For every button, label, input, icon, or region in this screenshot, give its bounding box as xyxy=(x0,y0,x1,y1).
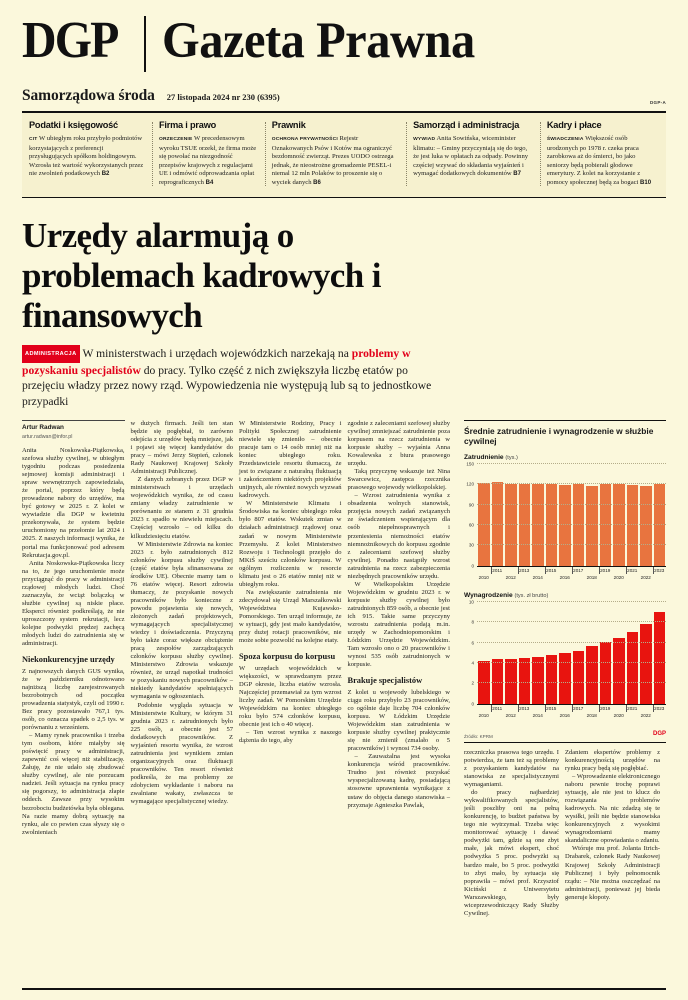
section-title: Samorządowa środa xyxy=(22,87,155,104)
chart-bar xyxy=(573,484,585,566)
paragraph: – Mamy rynek pracownika i trzeba tym osobom, które miałyby się poświęcić pracy w administracji, zapewnić coś więcej niż stabilizację. Żałuję, że nie udało się zbudować służby cywilnej, ale nie porzucam nadziei. Jeśli sytuacja na rynku pracy się pogorszy, to administracja złapie oddech. Zawsze przy wysokim bezrobociu budżetówka była oblegana. Na razie mamy dobrą sytuację na rynku, ale co pewien czas słyszy się o zwolnieniach xyxy=(22,732,125,836)
lede-text-1: W ministerstwach i urzędach wojewódzkich narzekają na xyxy=(82,346,352,360)
body-column-2 xyxy=(131,420,234,918)
paragraph: – Wprowadzenie elektronicznego naboru pewnie trochę poprawi sytuację, ale nie jest to klucz do rozwiązania problemów kadrowych. Na nic zdadzą się te wysiłki, jeśli nie będzie stanowiska konkurencyjnych z wysokimi wynagrodzeniami mamy skandaliczne opowiadania o zdaniu. xyxy=(565,773,660,845)
chart-tick-mark xyxy=(653,705,654,712)
chart-x-tick-label: 2013 xyxy=(519,567,530,573)
chart-x-tick-label: 2021 xyxy=(627,705,638,711)
body-column-3 xyxy=(239,420,342,918)
chart-tick-mark xyxy=(599,567,600,574)
chart-bar xyxy=(654,612,666,704)
chart-bar xyxy=(546,484,558,566)
paragraph: W Wielkopolskim Urzędzie Wojewódzkim w grudniu 2023 r. w korpusie służby cywilnej było zatrudnionych 859 osób, a obecnie jest ich 915. Takie same przyczyny wzrostu zatrudnienia podają m.in. urzędy w Zachodniopomorskim i Łódzkim Urzędzie Wojewódzkim. Tam wzrosło ono o 20 pracowników i wynosi 535 osób zatrudnionych w korpusie. xyxy=(347,580,450,669)
lower-right-columns xyxy=(464,743,666,918)
lede-paragraph xyxy=(22,336,446,409)
teaser-text: W precedensowym wyroku TSUE orzekł, że firma może się powołać na niezgodność przepisów krajowych z regulacjami UE i odmówić odprowadzania opłat reprograficznych xyxy=(158,135,257,186)
chart-tick-mark xyxy=(518,567,519,574)
chart-gridline xyxy=(477,483,666,484)
chart-y-tick-label: 120 xyxy=(466,481,474,487)
chart-bar xyxy=(627,632,639,704)
chart-y-tick-label: 30 xyxy=(468,542,474,548)
chart-x-tick-label: 2019 xyxy=(600,705,611,711)
chart-gridline xyxy=(477,621,666,622)
chart-bar xyxy=(613,484,625,566)
teaser-page: B4 xyxy=(205,179,214,186)
chart-tick-mark xyxy=(626,567,627,574)
chart-tick-mark xyxy=(653,567,654,574)
chart-gridline xyxy=(477,463,666,464)
chart-tick-mark xyxy=(545,567,546,574)
chart-x-tick-label: 2021 xyxy=(627,567,638,573)
chart-main-title: Średnie zatrudnienie i wynagrodzenie w służbie cywilnej xyxy=(464,420,666,447)
teaser-samorzad[interactable] xyxy=(406,120,540,188)
teaser-heading: Podatki i księgowość xyxy=(29,120,118,130)
chart-x-tick-label: 2015 xyxy=(546,567,557,573)
teaser-page: B10 xyxy=(640,179,652,186)
teaser-heading: Prawnik xyxy=(271,120,306,130)
teaser-page: B2 xyxy=(101,171,110,178)
chart-x-tick-label: 2016 xyxy=(559,574,570,580)
chart-y-tick-label: 60 xyxy=(468,522,474,528)
chart-employment xyxy=(464,454,666,584)
paragraph: w dużych firmach. Jeśli ten stan będzie się pogłębiał, to zarówno odejścia z urzędów będą mniejsze, jak i pojawi się więcej kandydatów do pracy – mówi Jerzy Stępień, członek Rady Naukowej Krajowej Szkoły Administracji Publicznej. xyxy=(130,419,233,476)
paragraph: zgodnie z zaleceniami szefowej służby cywilnej zmniejszać zatrudnienie poza korpusem na rzecz zatrudnienia w korpusie służby – wyjaśnia Anna Kowalewska z biura prasowego urzędu. xyxy=(347,419,450,468)
chart-x-tick-label: 2016 xyxy=(559,712,570,718)
paragraph: W Ministerstwie Rodziny, Pracy i Polityki Społecznej zatrudnienie niewiele się zmieniło – obecnie pracuje tam o 14 osób mniej niż na koniec ubiegłego roku. Przedstawiciele resortu tłumaczą, że jest to związane z naturalną fluktuacją i zakończeniem niektórych projektów unijnych, ale również nowych wyzwań kadrowych. xyxy=(239,419,342,500)
teaser-kicker: WYWIAD xyxy=(413,137,436,142)
chart-bar xyxy=(586,486,598,566)
chart-source: Źródło: KPRM xyxy=(464,733,493,739)
chart-y-tick-label: 2 xyxy=(471,680,474,686)
lede-text-2: do pracy. Tylko część z nich zwiększyła liczbę etatów po przejęciu władzy przez nowy rząd. Wypowiedzenia nie występują lub są to jednostkowe przypadki xyxy=(22,364,432,408)
chart-bar xyxy=(600,484,612,566)
subheading-niekonkurencyjne: Niekonkurencyjne urzędy xyxy=(22,655,115,665)
chart-x-tick-label: 2011 xyxy=(492,705,503,711)
paragraph: W urzędach wojewódzkich w większości, w sprawdzanym przez DGP okresie, liczba etatów wzrosła. Najczęściej przemawiał za tym wzrost liczby zadań. W Pomorskim Urzędzie Wojewódzkim na koniec ubiegłego roku było 574 członków korpusu, obecnie jest ich o 40 więcej. xyxy=(239,664,342,729)
chart-bar xyxy=(492,659,504,704)
paragraph: do pracy najbardziej wykwalifikowanych specjalistów, jeśli poszliby oni na pełną konkurencję, to budżet państwa by tego nie wytrzymał. Trzeba więc monitorować sytuację i dawać podwyżki tam, gdzie są one zbyt małe, jak mówi ekspert, choć podwyżka 5 proc. podwyżki są bardzo małe, bo 5 proc. podwyżki to zbyt mało, by sytuacja się poprawiła – mówi prof. Krzysztof Kiciński z Uniwersytetu Warszawskiego, były wiceprzewodniczący Rady Służby Cywilnej. xyxy=(464,789,559,917)
chart-gridline xyxy=(477,524,666,525)
chart-bar xyxy=(532,657,544,704)
chart-panel xyxy=(456,420,666,918)
chart-x-tick-label: 2010 xyxy=(478,574,489,580)
body-column-4 xyxy=(348,420,451,918)
chart-tick-mark xyxy=(491,567,492,574)
chart-x-tick-label: 2013 xyxy=(519,705,530,711)
chart-bar xyxy=(532,484,544,566)
teaser-strip xyxy=(22,113,666,198)
masthead xyxy=(22,0,666,74)
chart-x-tick-label: 2010 xyxy=(478,712,489,718)
chart-bar xyxy=(559,653,571,703)
teaser-text: Rejestr Oznakowanych Psów i Kotów ma ograniczyć bezdomność zwierząt. Prezes UODO ostrzega jednak, że nieostrożne gromadzenie PESEL-i niemal 12 mln Polaków to proszenie się o wyciek danych xyxy=(271,135,394,186)
chart-gridline xyxy=(477,504,666,505)
chart-gridline xyxy=(477,642,666,643)
chart-tick-mark xyxy=(545,705,546,712)
chart-bar xyxy=(586,646,598,704)
chart-subtitle-label: Wynagrodzenie xyxy=(464,591,513,599)
teaser-kicker: CIT xyxy=(29,137,38,142)
section-badge: ADMINISTRACJA xyxy=(22,345,80,364)
lede-highlight: problemy w pozyskaniu specjalistów xyxy=(22,346,411,378)
teaser-kicker: ORZECZENIE xyxy=(158,137,193,142)
chart-tick-mark xyxy=(599,705,600,712)
dgp-corner-mark: DGP-A xyxy=(650,100,666,105)
paragraph: – Wzrost zatrudnienia wynika z obsadzenia wolnych stanowisk, przejęcia nowych zadań związanych ze świadczeniem wspierającym dla osób niepełnosprawnych i przeniesienia niemożności etatów niemnożnikowych do korpusu zgodnie z zaleceniami szefowej służby cywilnej. Ponadto nastąpiły wzrost zatrudnienia na rzecz zabezpieczenia niezbędnych pracowników urzędu. xyxy=(347,492,450,580)
teaser-kadry[interactable] xyxy=(540,120,666,188)
chart-x-tick-label: 2012 xyxy=(505,712,516,718)
chart-x-axis xyxy=(477,705,666,722)
logo-gazeta-prawna[interactable]: Gazeta Prawna xyxy=(161,13,475,69)
article-body xyxy=(22,409,666,918)
paragraph: Taką przyczynę wskazuje też Nina Swarcewicz, zastępca rzecznika prasowego wojewody wielkopolskiej. xyxy=(347,468,450,492)
chart-subtitle xyxy=(464,592,666,599)
chart-bar xyxy=(627,485,639,566)
chart-x-tick-label: 2018 xyxy=(586,574,597,580)
chart-x-tick-label: 2019 xyxy=(600,567,611,573)
chart-bar xyxy=(573,651,585,704)
paragraph: – Zauważalna jest wysoka konkurencja wśród pracowników. Trudno jest również pozyskać wyspecjalizowaną kadrę, posiadającą stosowne uprawnienia wynikające z ustaw do objęcia danego stanowiska – przyznaje Agnieszka Pawlak, xyxy=(347,753,450,809)
chart-bar xyxy=(505,659,517,704)
chart-x-axis xyxy=(477,567,666,584)
teaser-text: Większość osób urodzonych po 1978 r. czeka praca zarobkowa aż do śmierci, bo jako seniorzy będą pobierali głodowe emerytury. Z kolei na korzystanie z pomocy społecznej będą za bogaci xyxy=(546,135,641,186)
paragraph: Podobnie wygląda sytuacja w Ministerstwie Kultury, w którym 31 grudnia 2023 r. zatrudnionych było 225 osób, a obecnie jest 57 dodatkowych pracowników. Z wyjaśnień resortu wynika, że wzrost zatrudnienia jest wynikiem zmian organizacyjnych oraz fluktuacji pracowników. Ten resort również podkreśla, że ma problemy ze zdobyciem wykładanie i naboru na zwalniane wakaty, zwłaszcza te wymagające specjalistycznej wiedzy. xyxy=(130,701,233,806)
teaser-body xyxy=(413,135,533,179)
main-headline: Urzędy alarmują o problemach kadrowych i finansowych xyxy=(22,215,381,335)
paragraph: Wtóruje mu prof. Jolanta Itrich-Drabarek, członek Rady Naukowej Krajowej Szkoły Administracji Publicznej i były pełnomocnik rządu: – Nie można oszczędzać na administracji, ponieważ jej bieda generuje kłopoty. xyxy=(565,845,660,901)
teaser-body xyxy=(29,135,145,179)
chart-x-tick-label: 2015 xyxy=(546,705,557,711)
subheading-brakuje-specjalistow: Brakuje specjalistów xyxy=(347,676,423,686)
teaser-body xyxy=(159,135,258,188)
chart-x-tick-label: 2017 xyxy=(573,705,584,711)
paragraph: rzeczniczka prasowa tego urzędu. I potwierdza, że tam też są problemy z pozyskaniem kandydatów na stanowiska ze specjalistycznymi wymaganiami. xyxy=(464,748,559,789)
chart-bar xyxy=(519,658,531,704)
body-columns xyxy=(22,420,456,918)
author-email[interactable]: artur.radwan@infor.pl xyxy=(22,433,73,440)
chart-y-tick-label: 8 xyxy=(471,619,474,625)
teaser-kicker: OCHRONA PRYWATNOŚCI xyxy=(271,137,338,142)
chart-x-tick-label: 2012 xyxy=(505,574,516,580)
teaser-body xyxy=(272,135,399,188)
chart-bar xyxy=(640,486,652,566)
chart-gridline xyxy=(477,544,666,545)
logo-divider xyxy=(144,16,146,72)
chart-bar xyxy=(654,484,666,566)
chart-tick-mark xyxy=(572,705,573,712)
chart-bars xyxy=(477,464,666,566)
teaser-body xyxy=(547,135,659,188)
teaser-page: B6 xyxy=(313,179,321,186)
body-column-5 xyxy=(464,749,559,918)
teaser-heading: Kadry i płace xyxy=(546,120,602,130)
chart-footer xyxy=(464,730,666,739)
chart-y-tick-label: 0 xyxy=(471,563,474,569)
chart-x-tick-label: 2017 xyxy=(573,567,584,573)
subheading-spoza-korpusu: Spoza korpusu do korpusu xyxy=(239,652,336,662)
chart-bar xyxy=(600,642,612,704)
chart-y-tick-label: 150 xyxy=(466,461,474,467)
teaser-text: W ubiegłym roku przybyło podmiotów korzystających z preferencji przysługujących spółkom holdingowym. Wzrosła też wartość wykorzystanych przez nie zwolnień podatkowych xyxy=(29,135,144,178)
chart-y-tick-label: 90 xyxy=(468,502,474,508)
paragraph: Z kolei u wojewody lubelskiego w ciągu roku przybyło 23 pracowników, co ogólnie daje liczbę 704 członków korpusu. W Łódzkim Urzędzie Wojewódzkim stan zatrudnienia w korpusie służby cywilnej praktycznie się nie zmienił (zmalało o 5 pracowników) i wynosi 734 osoby. xyxy=(347,688,450,753)
chart-y-tick-label: 6 xyxy=(471,640,474,646)
paragraph: Anita Noskowska-Piątkowska, szefowa służby cywilnej, w ubiegłym tygodniu podczas posiedzenia sejmowej komisji administracji i spraw wewnętrznych zapowiedziała, że portal, poprzez który będą prowadzone nabory do urzędów, ma być gotowy w 2025 r. Z kolei w wywiadzie dla DGP w kwietniu przekonywała, że system będzie uruchomiony na przełomie lat 2024 i 2025. Z naszych informacji wynika, że portal ma funkcjonować pod adresem Rekrutacja.gov.pl. xyxy=(22,446,125,559)
chart-tick-mark xyxy=(518,705,519,712)
chart-gridline xyxy=(477,601,666,602)
chart-y-tick-label: 4 xyxy=(471,660,474,666)
chart-bar xyxy=(640,624,652,704)
paragraph: Z danych zebranych przez DGP w ministerstwach i urzędach wojewódzkich wynika, że od czasu zmiany władzy zatrudnienie w porównaniu ze stanem z 31 grudnia 2023 r. spadło w niewielu miejscach. Częściej wzrosło – od kilku do kilkudziesięciu etatów. xyxy=(130,476,233,540)
footer-rule xyxy=(22,988,666,990)
chart-x-tick-label: 2020 xyxy=(613,712,624,718)
chart-y-tick-label: 0 xyxy=(471,701,474,707)
body-column-1 xyxy=(22,420,125,918)
teaser-heading: Firma i prawo xyxy=(158,120,217,130)
paragraph: – Ten wzrost wynika z naszego dążenia do tego, aby xyxy=(239,729,342,745)
body-column-6 xyxy=(565,749,660,918)
logo-dgp[interactable]: DGP xyxy=(22,12,118,69)
dateline xyxy=(22,74,666,110)
chart-tick-mark xyxy=(626,705,627,712)
chart-x-tick-label: 2023 xyxy=(654,567,665,573)
teaser-text: Anita Sowińska, wiceminister klimatu: – Gminy przyczyniają się do tego, że jest luka w opłatach za odpady. Powinny częściej wzywać do składania wyjaśnień i wymagać dodatkowych dokumentów xyxy=(413,135,529,178)
chart-bars xyxy=(477,602,666,704)
chart-x-tick-label: 2022 xyxy=(640,712,651,718)
chart-bar xyxy=(559,485,571,566)
chart-bar xyxy=(613,638,625,704)
paragraph: Z najnowszych danych GUS wynika, że w październiku odnotowano najniższą liczbę zarejestrowanych bezrobotnych od początku prowadzenia statystyk, czyli od 1990 r. Bez pracy pozostawało 767,1 tys. osób, co oznacza spadek o 2,5 tys. w porównaniu z wrześniem. xyxy=(22,667,125,732)
chart-plot-area xyxy=(468,599,666,707)
paragraph: W Ministerstwie Zdrowia na koniec 2023 r. było zatrudnionych 812 członków korpusu służby cywilnej (część etatów była sfinansowana ze środków UE). Obecnie mamy tam o 76 etatów więcej. Resort zdrowia tłumaczy, że pozyskanie nowych pracowników było konieczne z powodu pojawienia się nowych, złożonych zadań projektowych, wymagających specjalistycznej wiedzy i doświadczenia. Przyczyną było także coraz większe obciążenie pracą zespołów zarządzających członków korpusu służby cywilnej. Ministerstwo Zdrowia wskazuje również, że urząd napotkał trudności w pozyskaniu nowych pracowników – niekiedy kandydatów spełniających wymagania w ogłoszeniach. xyxy=(130,540,233,701)
chart-x-tick-label: 2023 xyxy=(654,705,665,711)
paragraph: Anita Noskowska-Piątkowska liczy na to, że jego uruchomienie może przyciągnąć do pracy w administracji rządowej młodych ludzi. Choć zaznaczyła, że wciąż bolączką w służbie cywilnej są niskie płace. Eksperci również podkreślają, że nie uproszczony system rekrutacji, lecz kolejne podwyżki prędzej zachęcą młodych ludzi do zatrudnienia się w administracji. xyxy=(22,559,125,648)
teaser-prawnik[interactable] xyxy=(265,120,406,188)
author-name: Artur Radwan xyxy=(22,420,125,432)
chart-gridline xyxy=(477,682,666,683)
paragraph: W Ministerstwie Klimatu i Środowiska na koniec ubiegłego roku było 807 etatów. Wskutek zmian w działach administracji rządowej oraz zadań w nowym Ministerstwie Przemysłu. Z kolei Ministerstwo Rozwoju i Technologii przejęło do MKiŚ sześciu członków korpusu. W ogólnym rozliczeniu w resorcie klimatu jest o 26 etatów mniej niż w ubiegłym roku. xyxy=(239,500,342,588)
teaser-podatki[interactable] xyxy=(22,120,152,188)
chart-tick-mark xyxy=(491,705,492,712)
chart-x-tick-label: 2014 xyxy=(532,712,543,718)
chart-plot-area xyxy=(466,461,666,569)
chart-x-tick-label: 2011 xyxy=(492,567,503,573)
dgp-endmark-icon: DGP xyxy=(652,731,666,738)
paragraph: Na zwiększanie zatrudnienia nie zdecydował się Urząd Marszałkowski Województwa Kujawsko-Pomorskiego. Ten urząd informuje, że w sytuacji, gdy jest mało kandydatów, przy dużej rotacji pracowników, nie może sobie pozwolić na kolejne etaty. xyxy=(239,588,342,645)
chart-subtitle xyxy=(464,454,666,461)
chart-x-tick-label: 2014 xyxy=(532,574,543,580)
chart-y-tick-label: 10 xyxy=(468,599,474,605)
chart-salary xyxy=(464,592,666,722)
chart-unit: (tys. zł brutto) xyxy=(514,592,549,599)
chart-x-tick-label: 2018 xyxy=(586,712,597,718)
chart-x-tick-label: 2020 xyxy=(613,574,624,580)
chart-x-tick-label: 2022 xyxy=(640,574,651,580)
chart-gridline xyxy=(477,662,666,663)
teaser-firma[interactable] xyxy=(152,120,265,188)
chart-unit: (tys.) xyxy=(505,454,518,461)
teaser-kicker: ŚWIADCZENIA xyxy=(546,137,584,142)
teaser-heading: Samorząd i administracja xyxy=(413,120,520,130)
issue-date: 27 listopada 2024 nr 230 (6395) xyxy=(166,92,280,102)
chart-subtitle-label: Zatrudnienie xyxy=(464,453,504,461)
chart-tick-mark xyxy=(572,567,573,574)
teaser-page: B7 xyxy=(513,171,521,178)
paragraph: Zdaniem ekspertów problemy z konkurencyjnością urzędów na rynku pracy będą się pogłębiać. xyxy=(565,748,660,772)
